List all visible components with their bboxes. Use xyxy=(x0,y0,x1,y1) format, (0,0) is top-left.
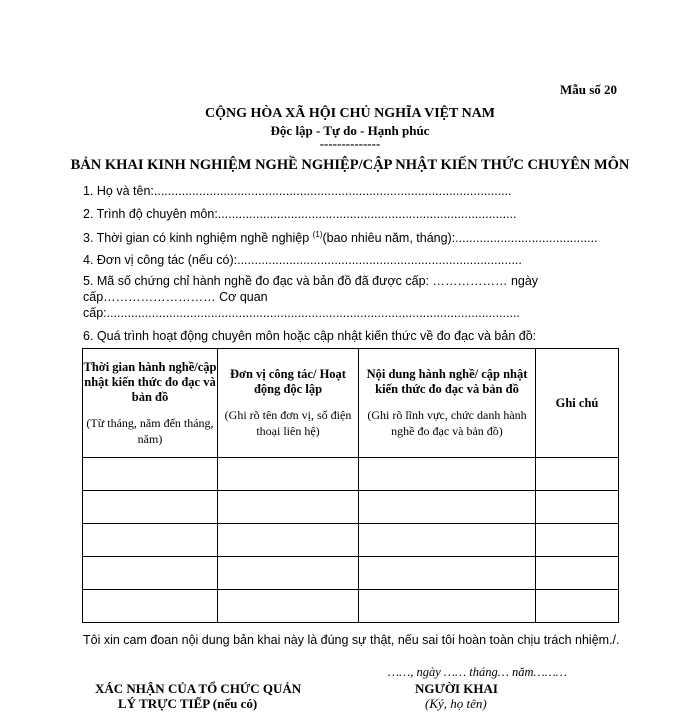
field-certificate-issuer[interactable]: cấp:....................................................................................................................... xyxy=(83,306,520,320)
date-line[interactable]: ……, ngày …… tháng… năm……… xyxy=(388,665,567,679)
confirm-heading-line2: LÝ TRỰC TIẾP (nếu có) xyxy=(118,696,258,711)
confirm-heading: XÁC NHẬN CỦA TỔ CHỨC QUẢN xyxy=(95,681,302,696)
field-experience-time[interactable] xyxy=(83,230,598,245)
field-qualification[interactable]: 2. Trình độ chuyên môn:...................................................................................... xyxy=(83,207,517,221)
national-motto: Độc lập - Tự do - Hạnh phúc xyxy=(270,123,430,138)
column-header-workplace xyxy=(218,349,359,458)
column-title: Thời gian hành nghề/cập nhật kiến thức đo đạc và bản đồ xyxy=(83,359,217,404)
column-header-period xyxy=(83,349,218,458)
table-cell[interactable] xyxy=(83,590,218,623)
table-cell[interactable] xyxy=(218,590,359,623)
table-cell[interactable] xyxy=(83,491,218,524)
activity-table xyxy=(82,348,619,623)
section-activity-heading: 6. Quá trình hoạt động chuyên môn hoặc cập nhật kiến thức về đo đạc và bản đồ: xyxy=(83,329,537,343)
table-row xyxy=(83,491,619,524)
table-cell[interactable] xyxy=(83,557,218,590)
column-title: Nội dung hành nghề/ cập nhật kiến thức đo đạc và bản đồ xyxy=(366,367,528,396)
table-cell[interactable] xyxy=(359,557,536,590)
signature-note: (Ký, họ tên) xyxy=(425,696,487,711)
national-title: CỘNG HÒA XÃ HỘI CHỦ NGHĨA VIỆT NAM xyxy=(204,106,495,121)
table-header-row xyxy=(83,349,619,458)
table-cell[interactable] xyxy=(218,458,359,491)
column-note: (Từ tháng, năm đến tháng, năm) xyxy=(86,415,214,446)
column-note: (Ghi rõ lĩnh vực, chức danh hành nghề đo đạc và bản đồ) xyxy=(367,408,527,438)
table-cell[interactable] xyxy=(359,590,536,623)
table-cell[interactable] xyxy=(536,557,619,590)
field-full-name[interactable]: 1. Họ và tên:....................................................................................................... xyxy=(83,184,512,198)
field-experience-label: 3. Thời gian có kinh nghiệm nghề nghiệp xyxy=(83,231,310,246)
header-divider: -------------- xyxy=(319,136,381,151)
declarant-heading: NGƯỜI KHAI xyxy=(415,681,498,696)
table-cell[interactable] xyxy=(83,524,218,557)
document-title: BẢN KHAI KINH NGHIỆM NGHỀ NGHIỆP/CẬP NHẬT KIẾN THỨC CHUYÊN MÔN xyxy=(70,157,630,173)
table-cell[interactable] xyxy=(359,524,536,557)
table-cell[interactable] xyxy=(218,557,359,590)
field-certificate-issue-date[interactable]: cấp……………………… Cơ quan xyxy=(83,290,268,304)
form-number: Mẫu số 20 xyxy=(559,82,617,97)
field-workplace[interactable]: 4. Đơn vị công tác (nếu có):.................................................................................. xyxy=(83,253,522,267)
field-experience-hint: (bao nhiêu năm, tháng):......................................... xyxy=(322,231,598,246)
table-cell[interactable] xyxy=(536,458,619,491)
table-cell[interactable] xyxy=(536,491,619,524)
table-row xyxy=(83,557,619,590)
column-title: Ghi chú xyxy=(555,395,599,410)
field-certificate-number[interactable]: 5. Mã số chứng chỉ hành nghề đo đạc và bản đồ đã được cấp: ……………… ngày xyxy=(83,274,539,288)
table-cell[interactable] xyxy=(83,458,218,491)
commitment-statement: Tôi xin cam đoan nội dung bản khai này là đúng sự thật, nếu sai tôi hoàn toàn chịu trách nhiệm./. xyxy=(83,633,620,647)
table-cell[interactable] xyxy=(218,524,359,557)
table-cell[interactable] xyxy=(359,491,536,524)
table-cell[interactable] xyxy=(359,458,536,491)
column-title: Đơn vị công tác/ Hoạt động độc lập xyxy=(230,367,346,396)
footnote-marker: (1) xyxy=(312,230,323,239)
table-row xyxy=(83,524,619,557)
column-header-content xyxy=(359,349,536,458)
table-cell[interactable] xyxy=(218,491,359,524)
table-row xyxy=(83,590,619,623)
column-header-notes xyxy=(536,349,619,458)
table-row xyxy=(83,458,619,491)
table-cell[interactable] xyxy=(536,590,619,623)
column-note: (Ghi rõ tên đơn vị, số điện thoại liên hệ) xyxy=(224,408,352,438)
table-cell[interactable] xyxy=(536,524,619,557)
